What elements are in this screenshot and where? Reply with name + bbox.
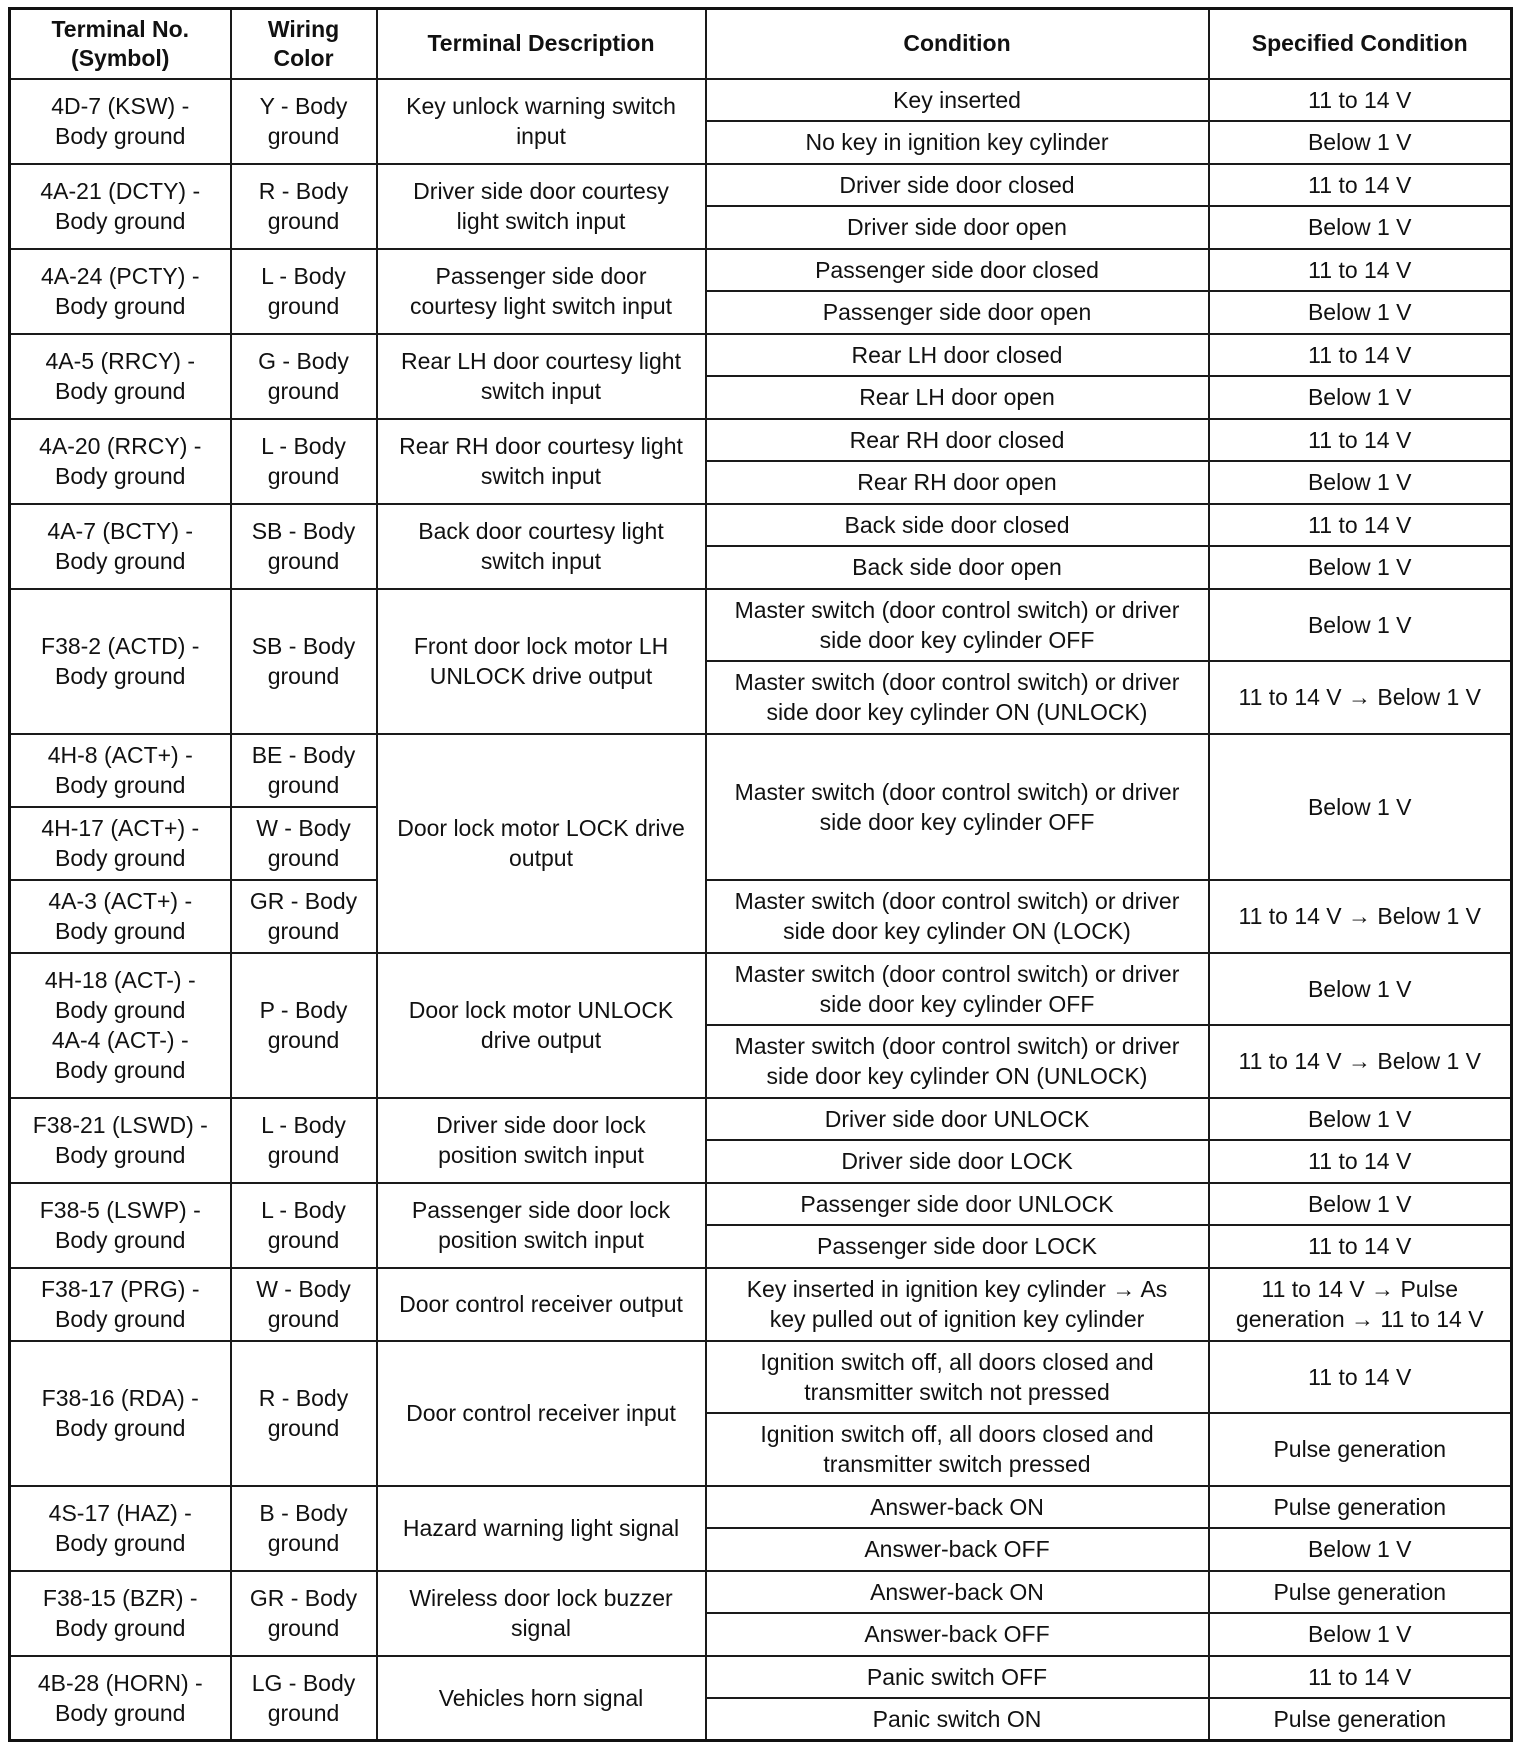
specified-cell: Below 1 V	[1209, 291, 1512, 334]
specified-cell: 11 to 14 V	[1209, 419, 1512, 461]
terminal-cell: 4H-18 (ACT-) - Body ground 4A-4 (ACT-) - Body ground	[10, 953, 231, 1098]
description-cell: Door lock motor UNLOCK drive output	[377, 953, 706, 1098]
condition-cell: Key inserted in ignition key cylinder → As key pulled out of ignition key cylinder	[706, 1268, 1209, 1341]
specified-cell: Below 1 V	[1209, 1098, 1512, 1140]
specified-cell: Below 1 V	[1209, 546, 1512, 589]
specified-cell: Below 1 V	[1209, 589, 1512, 661]
header-condition: Condition	[706, 9, 1209, 79]
terminal-cell: F38-15 (BZR) - Body ground	[10, 1571, 231, 1656]
description-cell: Door lock motor LOCK drive output	[377, 734, 706, 953]
condition-cell: Ignition switch off, all doors closed and transmitter switch pressed	[706, 1413, 1209, 1486]
wiring-cell: LG - Body ground	[231, 1656, 377, 1741]
terminal-cell: 4A-21 (DCTY) - Body ground	[10, 164, 231, 249]
specified-cell: Below 1 V	[1209, 1528, 1512, 1571]
wiring-cell: GR - Body ground	[231, 880, 377, 953]
table-row	[10, 334, 1512, 376]
condition-cell: Answer-back ON	[706, 1486, 1209, 1528]
description-cell: Driver side door lock position switch input	[377, 1098, 706, 1183]
wiring-cell: R - Body ground	[231, 164, 377, 249]
description-cell: Passenger side door courtesy light switch input	[377, 249, 706, 334]
description-cell: Rear RH door courtesy light switch input	[377, 419, 706, 504]
specified-cell: 11 to 14 V → Below 1 V	[1209, 1025, 1512, 1098]
table-row	[10, 589, 1512, 661]
condition-cell: Master switch (door control switch) or driver side door key cylinder ON (LOCK)	[706, 880, 1209, 953]
header-specified-condition: Specified Condition	[1209, 9, 1512, 79]
description-cell: Door control receiver input	[377, 1341, 706, 1486]
specified-cell: Pulse generation	[1209, 1698, 1512, 1741]
table-row	[10, 880, 1512, 953]
specified-cell: 11 to 14 V	[1209, 1140, 1512, 1183]
condition-cell: Answer-back ON	[706, 1571, 1209, 1613]
table-row	[10, 1098, 1512, 1140]
wiring-cell: GR - Body ground	[231, 1571, 377, 1656]
condition-cell: Passenger side door UNLOCK	[706, 1183, 1209, 1225]
condition-cell: Panic switch OFF	[706, 1656, 1209, 1698]
wiring-cell: W - Body ground	[231, 807, 377, 880]
table-row	[10, 249, 1512, 291]
specified-cell: Below 1 V	[1209, 376, 1512, 419]
header-terminal-description: Terminal Description	[377, 9, 706, 79]
header-wiring-color: Wiring Color	[231, 9, 377, 79]
terminal-cell: 4B-28 (HORN) - Body ground	[10, 1656, 231, 1741]
table-row	[10, 734, 1512, 807]
table-row	[10, 164, 1512, 206]
terminal-cell: 4H-8 (ACT+) - Body ground	[10, 734, 231, 807]
header-terminal: Terminal No. (Symbol)	[10, 9, 231, 79]
condition-cell: Driver side door LOCK	[706, 1140, 1209, 1183]
condition-cell: Rear RH door open	[706, 461, 1209, 504]
terminal-cell: 4S-17 (HAZ) - Body ground	[10, 1486, 231, 1571]
specified-cell: Below 1 V	[1209, 1183, 1512, 1225]
terminal-cell: F38-5 (LSWP) - Body ground	[10, 1183, 231, 1268]
condition-cell: Panic switch ON	[706, 1698, 1209, 1741]
specified-cell: 11 to 14 V	[1209, 1225, 1512, 1268]
table-row	[10, 504, 1512, 546]
terminal-cell: 4A-3 (ACT+) - Body ground	[10, 880, 231, 953]
terminal-cell: F38-2 (ACTD) - Body ground	[10, 589, 231, 734]
description-cell: Front door lock motor LH UNLOCK drive output	[377, 589, 706, 734]
table-row	[10, 1183, 1512, 1225]
condition-cell: Master switch (door control switch) or driver side door key cylinder OFF	[706, 589, 1209, 661]
specified-cell: 11 to 14 V → Pulse generation → 11 to 14 V	[1209, 1268, 1512, 1341]
specified-cell: Below 1 V	[1209, 734, 1512, 880]
description-cell: Wireless door lock buzzer signal	[377, 1571, 706, 1656]
terminal-cell: 4A-7 (BCTY) - Body ground	[10, 504, 231, 589]
specified-cell: Pulse generation	[1209, 1413, 1512, 1486]
specified-cell: 11 to 14 V	[1209, 334, 1512, 376]
terminal-cell: 4H-17 (ACT+) - Body ground	[10, 807, 231, 880]
condition-cell: Master switch (door control switch) or driver side door key cylinder OFF	[706, 734, 1209, 880]
table-row	[10, 1486, 1512, 1528]
table-row	[10, 419, 1512, 461]
specified-cell: 11 to 14 V → Below 1 V	[1209, 880, 1512, 953]
wiring-cell: SB - Body ground	[231, 504, 377, 589]
terminal-spec-table	[8, 7, 1513, 1742]
terminal-cell: F38-21 (LSWD) - Body ground	[10, 1098, 231, 1183]
wiring-cell: R - Body ground	[231, 1341, 377, 1486]
terminal-cell: F38-17 (PRG) - Body ground	[10, 1268, 231, 1341]
wiring-cell: SB - Body ground	[231, 589, 377, 734]
description-cell: Hazard warning light signal	[377, 1486, 706, 1571]
terminal-cell: 4A-5 (RRCY) - Body ground	[10, 334, 231, 419]
condition-cell: Rear LH door closed	[706, 334, 1209, 376]
wiring-cell: G - Body ground	[231, 334, 377, 419]
terminal-cell: 4A-20 (RRCY) - Body ground	[10, 419, 231, 504]
condition-cell: Back side door open	[706, 546, 1209, 589]
condition-cell: No key in ignition key cylinder	[706, 121, 1209, 164]
condition-cell: Master switch (door control switch) or driver side door key cylinder ON (UNLOCK)	[706, 661, 1209, 734]
specified-cell: Below 1 V	[1209, 1613, 1512, 1656]
table-row	[10, 1268, 1512, 1341]
condition-cell: Passenger side door LOCK	[706, 1225, 1209, 1268]
specified-cell: Below 1 V	[1209, 206, 1512, 249]
condition-cell: Passenger side door open	[706, 291, 1209, 334]
header-row	[10, 9, 1512, 79]
specified-cell: 11 to 14 V	[1209, 1656, 1512, 1698]
wiring-cell: Y - Body ground	[231, 79, 377, 164]
specified-cell: Below 1 V	[1209, 953, 1512, 1025]
description-cell: Door control receiver output	[377, 1268, 706, 1341]
condition-cell: Driver side door open	[706, 206, 1209, 249]
wiring-cell: B - Body ground	[231, 1486, 377, 1571]
condition-cell: Driver side door closed	[706, 164, 1209, 206]
condition-cell: Back side door closed	[706, 504, 1209, 546]
terminal-cell: F38-16 (RDA) - Body ground	[10, 1341, 231, 1486]
specified-cell: 11 to 14 V	[1209, 164, 1512, 206]
specified-cell: Pulse generation	[1209, 1486, 1512, 1528]
condition-cell: Answer-back OFF	[706, 1613, 1209, 1656]
condition-cell: Answer-back OFF	[706, 1528, 1209, 1571]
specified-cell: Below 1 V	[1209, 121, 1512, 164]
condition-cell: Master switch (door control switch) or driver side door key cylinder OFF	[706, 953, 1209, 1025]
table-row	[10, 1341, 1512, 1413]
wiring-cell: P - Body ground	[231, 953, 377, 1098]
wiring-cell: BE - Body ground	[231, 734, 377, 807]
terminal-cell: 4D-7 (KSW) - Body ground	[10, 79, 231, 164]
condition-cell: Rear LH door open	[706, 376, 1209, 419]
wiring-cell: L - Body ground	[231, 419, 377, 504]
condition-cell: Driver side door UNLOCK	[706, 1098, 1209, 1140]
specified-cell: Below 1 V	[1209, 461, 1512, 504]
condition-cell: Key inserted	[706, 79, 1209, 121]
specified-cell: 11 to 14 V	[1209, 79, 1512, 121]
wiring-cell: L - Body ground	[231, 1183, 377, 1268]
table-row	[10, 953, 1512, 1025]
description-cell: Back door courtesy light switch input	[377, 504, 706, 589]
specified-cell: 11 to 14 V	[1209, 249, 1512, 291]
table-row	[10, 1656, 1512, 1698]
condition-cell: Master switch (door control switch) or driver side door key cylinder ON (UNLOCK)	[706, 1025, 1209, 1098]
description-cell: Key unlock warning switch input	[377, 79, 706, 164]
terminal-cell: 4A-24 (PCTY) - Body ground	[10, 249, 231, 334]
wiring-cell: W - Body ground	[231, 1268, 377, 1341]
condition-cell: Rear RH door closed	[706, 419, 1209, 461]
description-cell: Vehicles horn signal	[377, 1656, 706, 1741]
wiring-cell: L - Body ground	[231, 249, 377, 334]
table-row	[10, 79, 1512, 121]
specified-cell: Pulse generation	[1209, 1571, 1512, 1613]
wiring-cell: L - Body ground	[231, 1098, 377, 1183]
description-cell: Rear LH door courtesy light switch input	[377, 334, 706, 419]
condition-cell: Passenger side door closed	[706, 249, 1209, 291]
specified-cell: 11 to 14 V	[1209, 1341, 1512, 1413]
description-cell: Driver side door courtesy light switch input	[377, 164, 706, 249]
condition-cell: Ignition switch off, all doors closed and transmitter switch not pressed	[706, 1341, 1209, 1413]
specified-cell: 11 to 14 V → Below 1 V	[1209, 661, 1512, 734]
specified-cell: 11 to 14 V	[1209, 504, 1512, 546]
table-row	[10, 1571, 1512, 1613]
description-cell: Passenger side door lock position switch input	[377, 1183, 706, 1268]
